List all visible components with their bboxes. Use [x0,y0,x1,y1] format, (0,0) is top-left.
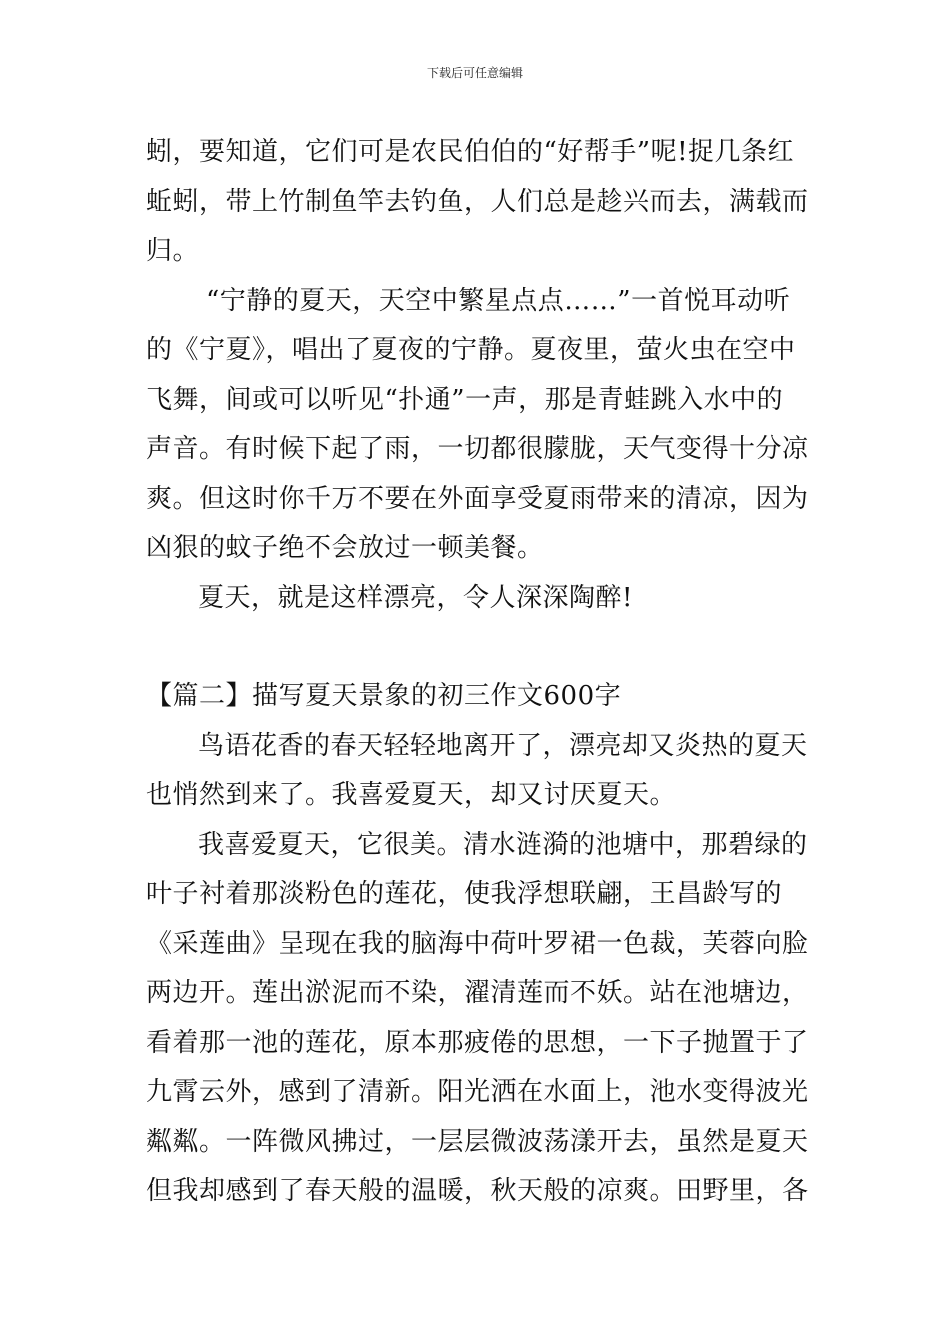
text-line: 凶狠的蚊子绝不会放过一顿美餐。 [146,533,544,563]
paragraph-1 [146,128,810,277]
text-line: 但我却感到了春天般的温暖，秋天般的凉爽。田野里，各 [146,1176,809,1206]
text-line: 也悄然到来了。我喜爱夏天，却又讨厌夏天。 [146,780,677,810]
paragraph-3 [146,574,810,624]
paragraph-5 [146,821,810,1217]
page-header: 下载后可任意编辑 [426,66,523,80]
document-body [146,128,810,1217]
text-line: 归。 [146,236,200,266]
paragraph-2 [146,277,810,574]
paragraph-4 [146,722,810,821]
text-line: 夏天，就是这样漂亮，令人深深陶醉! [198,582,633,613]
text-line: 的《宁夏》，唱出了夏夜的宁静。夏夜里，萤火虫在空中 [146,335,796,365]
text-line: 声音。有时候下起了雨，一切都很朦胧，天气变得十分凉 [146,434,809,464]
text-line: 我喜爱夏天，它很美。清水涟漪的池塘中，那碧绿的 [198,829,808,860]
text-line: 蚯蚓，带上竹制鱼竿去钓鱼，人们总是趁兴而去，满载而 [146,186,809,217]
text-line: 蚓，要知道，它们可是农民伯伯的“好帮手”呢!捉几条红 [146,137,795,167]
text-line: 爽。但这时你千万不要在外面享受夏雨带来的清凉，因为 [146,483,809,514]
text-line: 粼粼。一阵微风拂过，一层层微波荡漾开去，虽然是夏天 [146,1126,809,1157]
text-line: 《采莲曲》呈现在我的脑海中荷叶罗裙一色裁，芙蓉向脸 [146,928,809,959]
text-line: 看着那一池的莲花，原本那疲倦的思想，一下子抛置于了 [146,1027,809,1058]
text-line: 九霄云外，感到了清新。阳光洒在水面上，池水变得波光 [146,1077,809,1107]
text-line: 鸟语花香的春天轻轻地离开了，漂亮却又炎热的夏天 [198,730,808,761]
text-line: “宁静的夏天，天空中繁星点点……”一首悦耳动听 [206,285,791,316]
text-line: 叶子衬着那淡粉色的莲花，使我浮想联翩，王昌龄写的 [146,879,783,909]
paragraph-gap [146,623,810,672]
text-line: 两边开。莲出淤泥而不染，濯清莲而不妖。站在池塘边， [146,978,809,1008]
section-heading [146,672,810,722]
text-line: 飞舞，间或可以听见“扑通”一声，那是青蛙跳入水中的 [146,384,784,415]
section-title: 【篇二】描写夏天景象的初三作文600字 [146,681,622,711]
